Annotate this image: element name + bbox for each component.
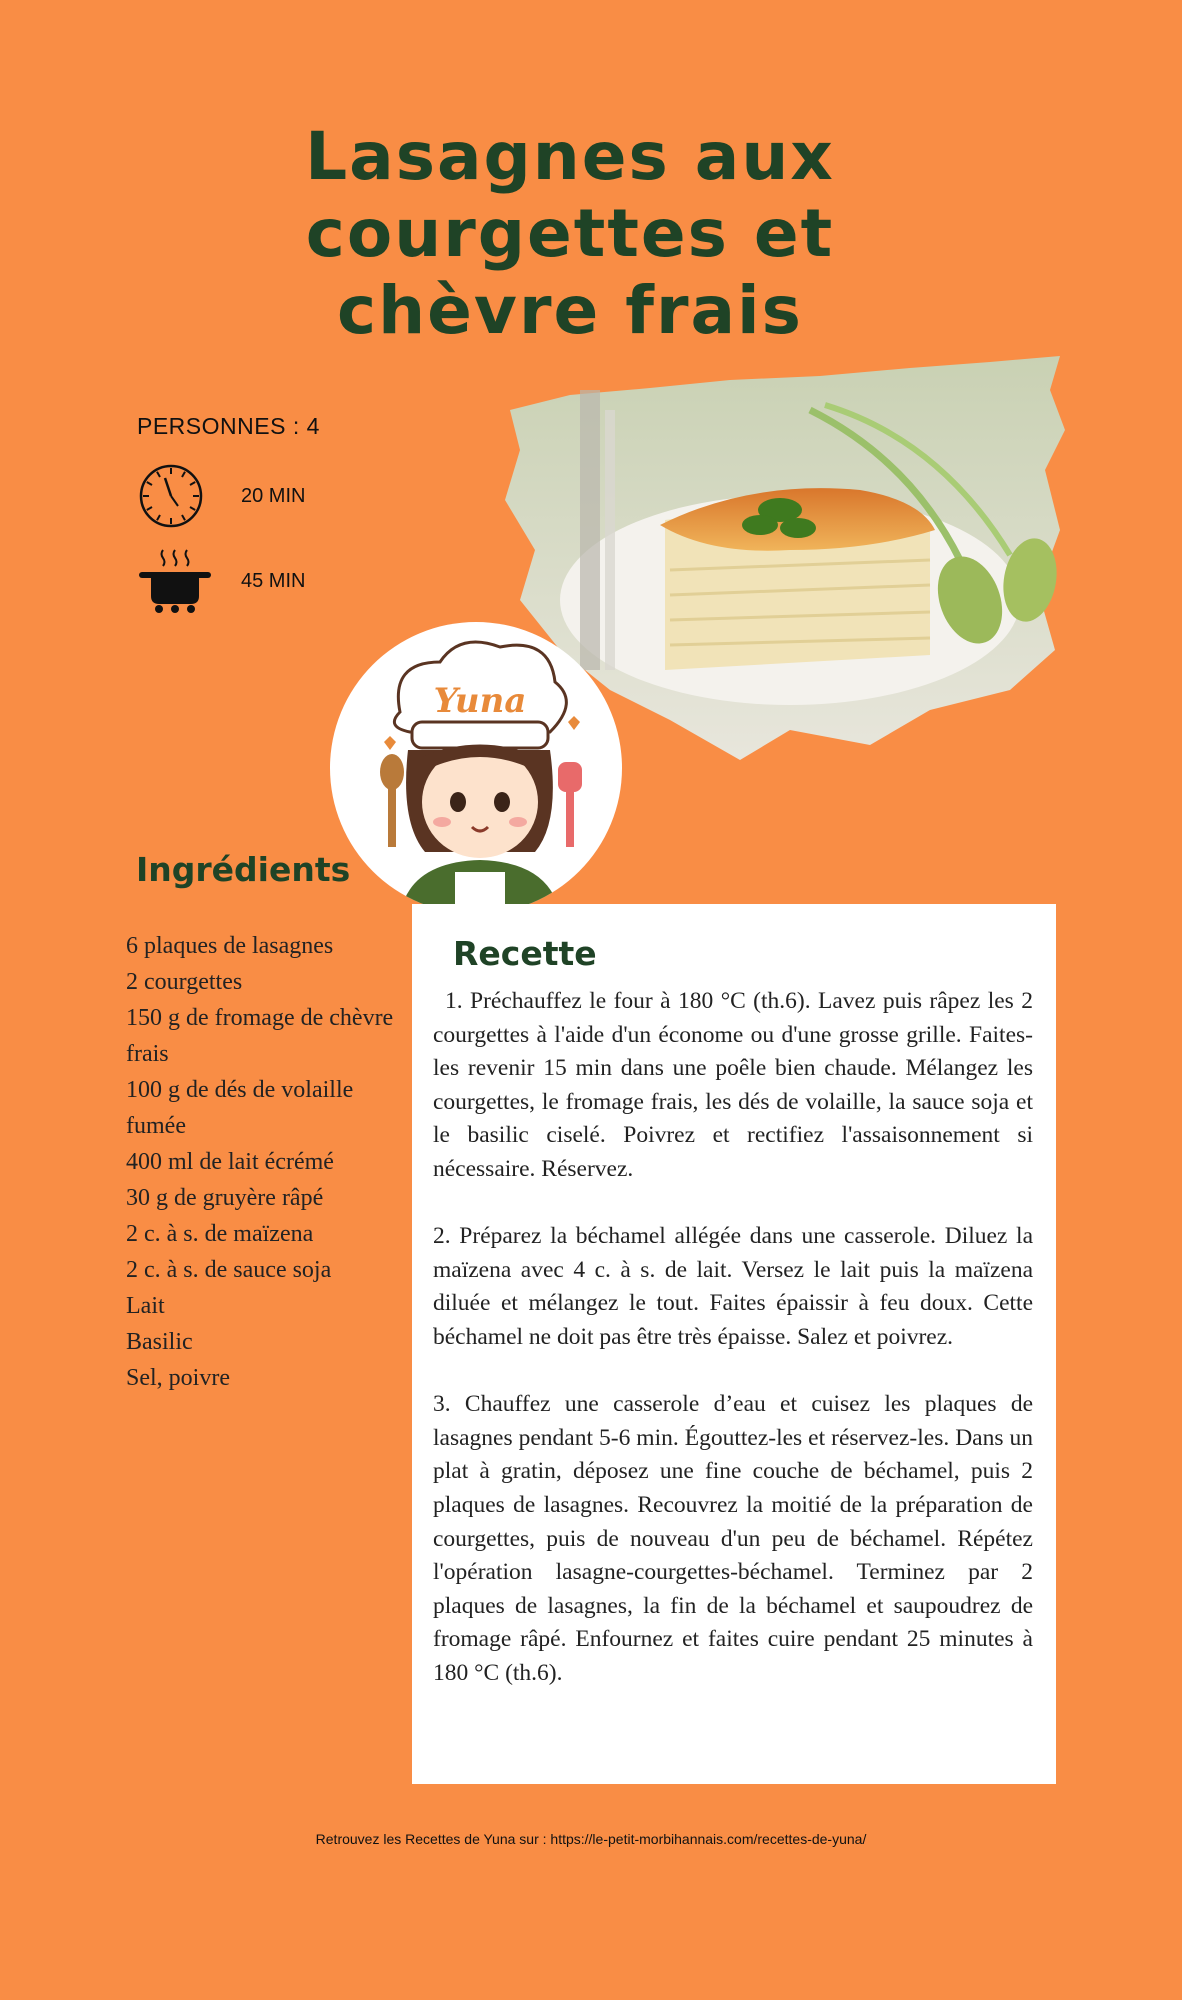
chef-badge xyxy=(330,622,622,914)
prep-time: 20 MIN xyxy=(241,484,306,507)
list-item: 100 g de dés de volaille fumée xyxy=(126,1077,354,1139)
recipe-step: 3. Chauffez une casserole d’eau et cuisez les plaques de lasagnes pendant 5-6 min. Égouttez-les et réservez-les. Dans un plat à gratin, déposez une fine couche de béchamel, puis 2 plaques de lasagnes. Recouvrez la moitié de la préparation de courgettes, puis de nouveau d'un peu de béchamel. Répétez l'opération lasagne-courgettes-béchamel. Terminez par 2 plaques de lasagnes, la fin de la béchamel et saupoudrez de fromage râpé. Enfournez et faites cuire pendant 25 minutes à 180 °C (th.6). xyxy=(433,1391,1033,1686)
cook-time-row xyxy=(137,548,306,614)
badge-name: Yuna xyxy=(433,681,527,721)
list-item: 400 ml de lait écrémé xyxy=(126,1149,334,1175)
cooking-pot-icon xyxy=(137,548,213,614)
recipe-section-title: Recette xyxy=(453,934,597,973)
list-item: 150 g de fromage de chèvre frais xyxy=(126,1005,394,1067)
list-item: 2 c. à s. de maïzena xyxy=(126,1221,314,1247)
list-item: Basilic xyxy=(126,1329,193,1355)
list-item: 2 c. à s. de sauce soja xyxy=(126,1257,332,1283)
list-item: 6 plaques de lasagnes xyxy=(126,933,334,959)
cook-time: 45 MIN xyxy=(241,569,306,592)
list-item: 30 g de gruyère râpé xyxy=(126,1185,324,1211)
recipe-title xyxy=(160,118,980,349)
list-item: Lait xyxy=(126,1293,165,1319)
title-line: Lasagnes aux xyxy=(305,118,835,195)
ingredients-title: Ingrédients xyxy=(136,850,351,889)
title-line: chèvre frais xyxy=(337,272,803,349)
list-item: 2 courgettes xyxy=(126,969,243,995)
recipe-box xyxy=(412,904,1056,1784)
clock-icon xyxy=(137,462,205,530)
prep-time-row xyxy=(137,462,306,530)
title-line: courgettes et xyxy=(305,195,835,272)
ingredients-list xyxy=(126,928,416,1396)
servings-text: PERSONNES : 4 xyxy=(137,413,320,439)
recipe-step: 1. Préchauffez le four à 180 °C (th.6). Lavez puis râpez les 2 courgettes à l'aide d'un économe ou d'une grosse grille. Faites- les revenir 15 min dans une poêle bien chaude. Mélangez les courgettes, le fromage frais, les dés de volaille, la sauce soja et le basilic ciselé. Poivrez et rectifiez l'assaisonnement si nécessaire. Réservez. xyxy=(433,988,1033,1182)
footer-text: Retrouvez les Recettes de Yuna sur : https://le-petit-morbihannais.com/recettes-de-yuna/ xyxy=(315,1831,867,1847)
list-item: Sel, poivre xyxy=(126,1365,230,1391)
recipe-step: 2. Préparez la béchamel allégée dans une casserole. Diluez la maïzena avec 4 c. à s. de lait. Versez le lait puis la maïzena diluée et mélangez le tout. Faites épaissir à feu doux. Cette béchamel ne doit pas être très épaisse. Salez et poivrez. xyxy=(433,1223,1033,1350)
